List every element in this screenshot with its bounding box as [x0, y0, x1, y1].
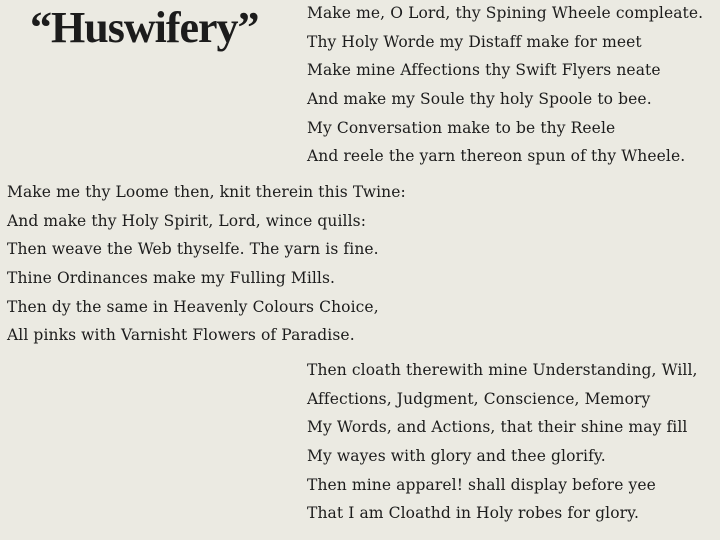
poem-line: My Conversation make to be thy Reele [307, 118, 616, 137]
poem-line: Then cloath therewith mine Understanding, Will, [307, 361, 698, 379]
poem-line: And make thy Holy Spirit, Lord, wince quills: [7, 211, 367, 230]
poem-line: Then mine apparel! shall display before yee [307, 475, 656, 494]
poem-line: Then weave the Web thyselfe. The yarn is fine. [7, 240, 379, 259]
poem-line: Thine Ordinances make my Fulling Mills. [7, 269, 336, 288]
stanza-3 [307, 356, 698, 528]
poem-line: And reele the yarn thereon spun of thy Wheele. [307, 147, 686, 166]
poem-line: Make mine Affections thy Swift Flyers neate [307, 61, 661, 80]
poem-line: My wayes with glory and thee glorify. [307, 447, 606, 466]
poem-line: And make my Soule thy holy Spoole to bee. [307, 90, 652, 109]
poem-line: Make me, O Lord, thy Spining Wheele compleate. [307, 4, 704, 22]
poem-line: My Words, and Actions, that their shine may fill [307, 418, 688, 437]
poem-title: “Huswifery” [30, 3, 259, 52]
poem-line: Affections, Judgment, Conscience, Memory [307, 389, 651, 408]
poem-line: All pinks with Varnisht Flowers of Paradise. [7, 326, 355, 345]
poem-line: Thy Holy Worde my Distaff make for meet [307, 32, 642, 51]
poem-line: That I am Cloathd in Holy robes for glory. [307, 504, 640, 523]
poem-line: Make me thy Loome then, knit therein this Twine: [7, 183, 406, 201]
poem-line: Then dy the same in Heavenly Colours Choice, [7, 297, 379, 316]
stanza-2 [7, 178, 406, 350]
stanza-1 [307, 0, 703, 171]
